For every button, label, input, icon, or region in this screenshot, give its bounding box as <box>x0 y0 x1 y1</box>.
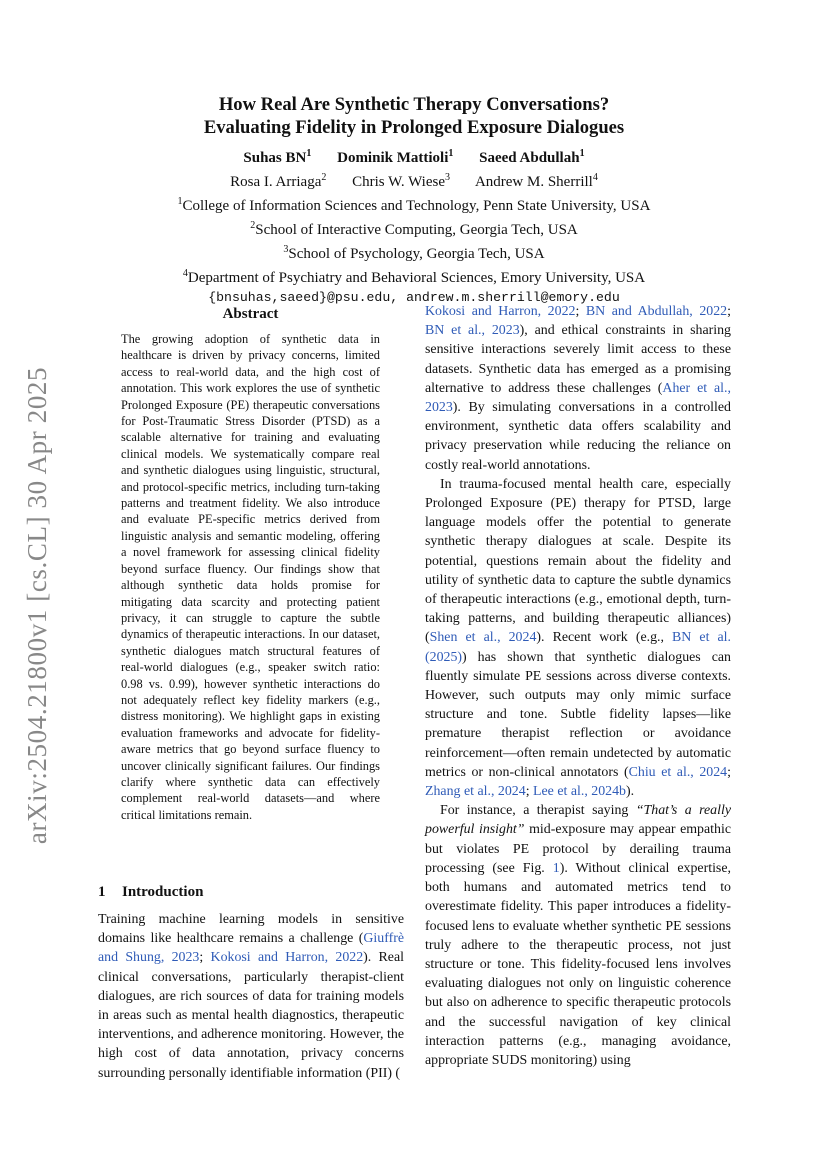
paper-title <box>98 93 730 139</box>
abstract-text: The growing adoption of synthetic data in healthcare is driven by privacy concerns, limited access to real-world data, and the high cost of annotation. This work explores the use of synthetic Prolonged Exposure (PE) therapeutic conversations for Post-Traumatic Stress Disorder (PTSD) as a scalable alternative for training and evaluating clinical models. We systematically compare real and synthetic dialogues using linguistic, structural, and protocol-specific metrics, including turn-taking patterns and treatment fidelity. We also introduce and evaluate PE-specific metrics derived from linguistic analysis and semantic modeling, offering a novel framework for assessing clinical fidelity beyond surface fluency. Our findings show that although synthetic data holds promise for mitigating data scarcity and protecting patient privacy, it can struggle to capture the subtle dynamics of therapeutic interactions. In our dataset, synthetic dialogues match structural features of real-world dialogues (e.g., speaker switch ratio: 0.98 vs. 0.99), however synthetic interactions do not adequately reflect key fidelity markers (e.g., distress monitoring). We highlight gaps in existing evaluation frameworks and advocate for fidelity-aware metrics that go beyond surface fluency to uncover clinically significant failures. Our findings clarify where synthetic data can effectively complement real-world datasets—and where critical limitations remain. <box>121 332 380 822</box>
arxiv-stamp-text: arXiv:2504.21800v1 [cs.CL] 30 Apr 2025 <box>22 366 53 844</box>
affiliation: $^4$Department of Psychiatry and Behavioral Sciences, Emory University, USA <box>182 268 646 286</box>
author-sup: 1 <box>579 148 585 159</box>
intro-paragraph-1: Training machine learning models in sensitive domains like healthcare remains a challenge (Giuffrè and Shung, 2023; Kokosi and Harron, 2022). Real clinical conversations, particularly therapist-client dialogues, are rich sources of data for training models in areas such as mental health diagnostics, therapeutic interventions, and adherence monitoring. However, the high cost of data annotation, privacy concerns surrounding personally identifiable information (PII) ( <box>98 912 404 1081</box>
author-sup: 2 <box>321 172 327 183</box>
affiliation: $^3$School of Psychology, Georgia Tech, USA <box>283 244 545 262</box>
citation-link[interactable]: Giuffrè and Shung, 2023 <box>98 931 404 966</box>
author-sup: 1 <box>448 148 454 159</box>
author-sup: 1 <box>306 148 312 159</box>
title-line-1: How Real Are Synthetic Therapy Conversations? <box>218 94 610 115</box>
paper-header <box>98 93 730 308</box>
affiliation: $^2$School of Interactive Computing, Georgia Tech, USA <box>250 220 578 238</box>
citation-link[interactable]: Shen et al., 2024 <box>429 630 537 646</box>
therapist-quote: “That’s a really powerful insight” <box>425 803 732 838</box>
citation-link[interactable]: Chiu et al., 2024 <box>628 764 728 780</box>
citation-link[interactable]: BN et al. (2025) <box>425 630 731 665</box>
intro-paragraph-3: For instance, a therapist saying “That’s a really powerful insight” mid-exposure may appear empathic but violates PE protocol by derailing trauma processing (see Fig. 1). Without clinical expertise, both humans and automated metrics tend to overestimate fidelity. This paper introduces a fidelity-focused lens to evaluate whether synthetic PE sessions truly adhere to the therapeutic process, not just structure or tone. This fidelity-focused lens involves evaluating dialogues not only on linguistic coherence but also on adherence to specific therapeutic protocols and the successful navigation of key clinical interaction patterns (e.g., managing avoidance, appropriate SUDS monitoring) using <box>425 803 732 1068</box>
author-name: Saeed Abdullah <box>479 150 580 166</box>
citation-link[interactable]: Kokosi and Harron, 2022 <box>210 950 364 966</box>
intro-column-right <box>425 302 731 1070</box>
affiliation: $^1$College of Information Sciences and Technology, Penn State University, USA <box>177 196 651 214</box>
author-sup: 4 <box>592 172 598 183</box>
intro-paragraph-1-continued: Kokosi and Harron, 2022; BN and Abdullah, 2022; BN et al., 2023), and ethical constraints in sharing sensitive interactions severely limit access to these datasets. Synthetic data has emerged as a promising alternative to address these challenges (Aher et al., 2023). By simulating conversations in a controlled environment, synthetic data offers scalability and privacy preservation while reducing the reliance on costly real-world annotations. <box>425 304 731 473</box>
intro-column-left <box>98 910 404 1083</box>
citation-link[interactable]: Kokosi and Harron, 2022 <box>425 304 576 319</box>
figure-ref-link[interactable]: 1 <box>552 860 560 876</box>
citation-link[interactable]: Aher et al., 2023 <box>425 380 731 416</box>
intro-paragraph-2: In trauma-focused mental health care, especially Prolonged Exposure (PE) therapy for PTSD, large language models offer the potential to generate synthetic therapy dialogues at scale. Despite its potential, questions remain about the fidelity and utility of synthetic data to capture the subtle dynamics of therapeutic interactions (e.g., emotional depth, turn-taking patterns, and building therapeutic alliances) (Shen et al., 2024). Recent work (e.g., BN et al. (2025)) has shown that synthetic dialogues can fluently simulate PE sessions across diverse contexts. However, such outputs may only mimic surface structure and tone. Subtle fidelity lapses—like premature therapist reflection or avoidance reinforcement—often remain undetected by automatic metrics or non-clinical annotators (Chiu et al., 2024; Zhang et al., 2024; Lee et al., 2024b). <box>425 476 731 800</box>
author-name: Suhas BN <box>243 150 307 166</box>
author-name: Rosa I. Arriaga <box>230 174 322 190</box>
author-list <box>98 144 730 192</box>
author-name: Andrew M. Sherrill <box>474 174 593 190</box>
abstract-heading: Abstract <box>222 306 279 322</box>
citation-link[interactable]: BN and Abdullah, 2022 <box>585 304 728 319</box>
author-name: Chris W. Wiese <box>352 174 445 190</box>
citation-link[interactable]: Zhang et al., 2024 <box>425 784 526 800</box>
title-line-2: Evaluating Fidelity in Prolonged Exposure Dialogues <box>203 117 625 138</box>
section-heading-introduction <box>98 884 203 901</box>
author-row-1 <box>98 144 730 168</box>
author-emails: {bnsuhas,saeed}@psu.edu, andrew.m.sherrill@emory.edu <box>208 290 620 305</box>
arxiv-stamp <box>18 365 58 845</box>
citation-link[interactable]: Lee et al., 2024b <box>533 784 626 800</box>
section-number: 1 <box>98 884 106 900</box>
author-row-2 <box>98 168 730 192</box>
author-sup: 3 <box>445 172 450 183</box>
section-title: Introduction <box>122 884 204 900</box>
citation-link[interactable]: BN et al., 2023 <box>425 323 520 339</box>
abstract-section <box>121 306 380 823</box>
author-name: Dominik Mattioli <box>337 150 449 166</box>
